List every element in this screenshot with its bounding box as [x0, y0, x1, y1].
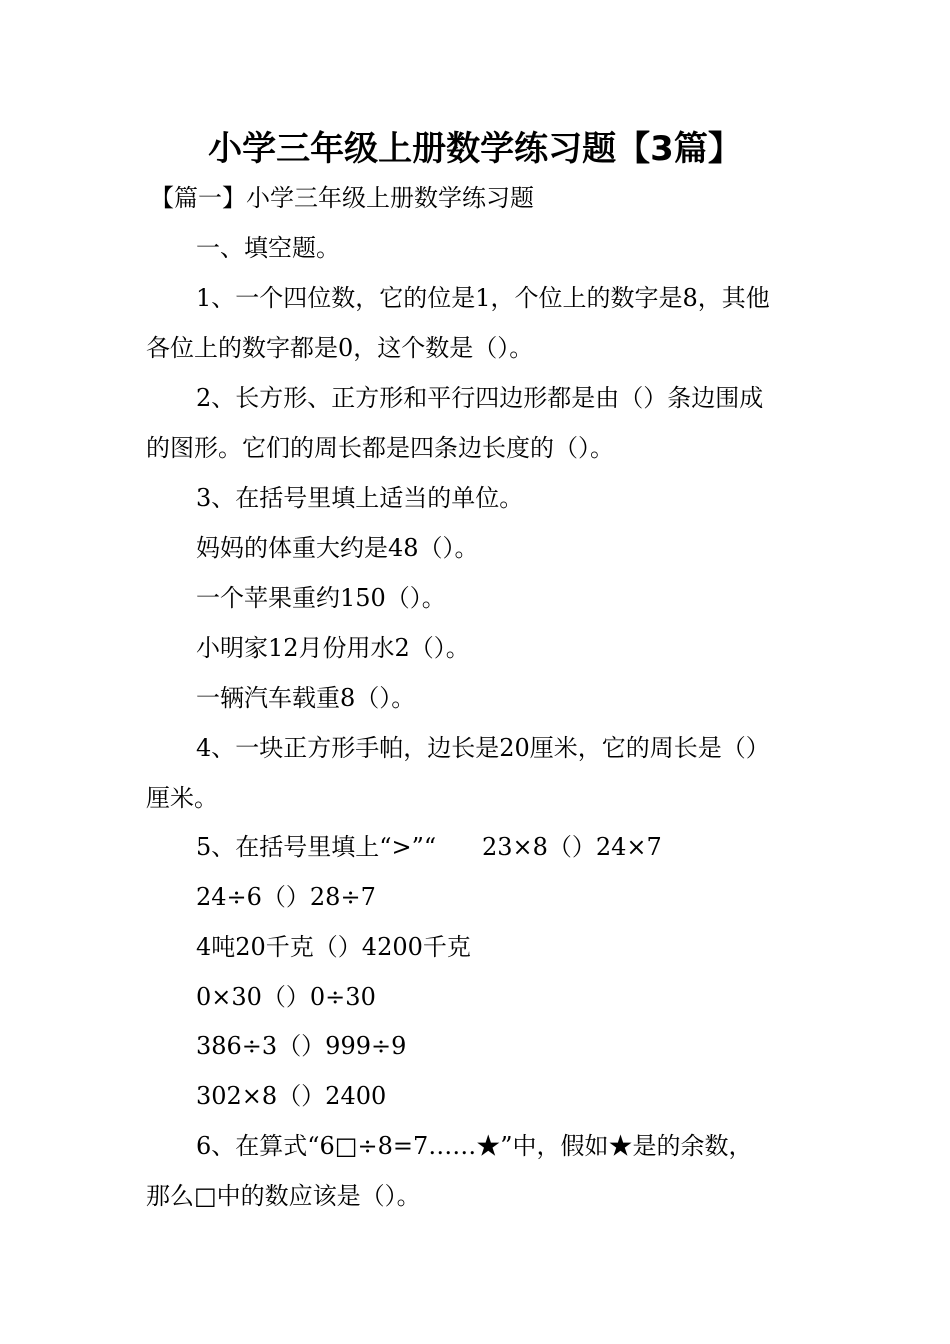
question-line: 386÷3（）999÷9 — [196, 1032, 407, 1060]
question-line: 24÷6（）28÷7 — [196, 883, 376, 911]
question-line: 0×30（）0÷30 — [196, 983, 376, 1011]
question-line: 2、长方形、正方形和平行四边形都是由（）条边围成 — [196, 384, 764, 412]
document-title: 小学三年级上册数学练习题【3篇】 — [208, 129, 742, 169]
question-line: 1、一个四位数，它的位是1，个位上的数字是8，其他 — [196, 284, 770, 312]
question-line: 的图形。它们的周长都是四条边长度的（）。 — [146, 434, 614, 462]
question-line: 各位上的数字都是0，这个数是（）。 — [146, 334, 534, 362]
question-line: 3、在括号里填上适当的单位。 — [196, 484, 524, 512]
part-heading: 一、填空题。 — [196, 234, 340, 262]
question-line: 302×8（）2400 — [196, 1082, 387, 1110]
question-line: 那么□中的数应该是（）。 — [146, 1182, 421, 1210]
question-line: 一个苹果重约150（）。 — [196, 584, 446, 612]
question-line: 6、在算式“6□÷8=7……★”中，假如★是的余数， — [196, 1132, 753, 1160]
question-line: 5、在括号里填上“>”“ 23×8（）24×7 — [196, 833, 662, 861]
question-line: 4、一块正方形手帕，边长是20厘米，它的周长是（） — [196, 734, 770, 762]
section-heading: 【篇一】小学三年级上册数学练习题 — [150, 184, 534, 212]
question-line: 一辆汽车载重8（）。 — [196, 684, 416, 712]
question-line: 厘米。 — [146, 784, 218, 812]
question-line: 4吨20千克（）4200千克 — [196, 933, 471, 961]
question-line: 妈妈的体重大约是48（）。 — [196, 534, 479, 562]
question-line: 小明家12月份用水2（）。 — [196, 634, 470, 662]
